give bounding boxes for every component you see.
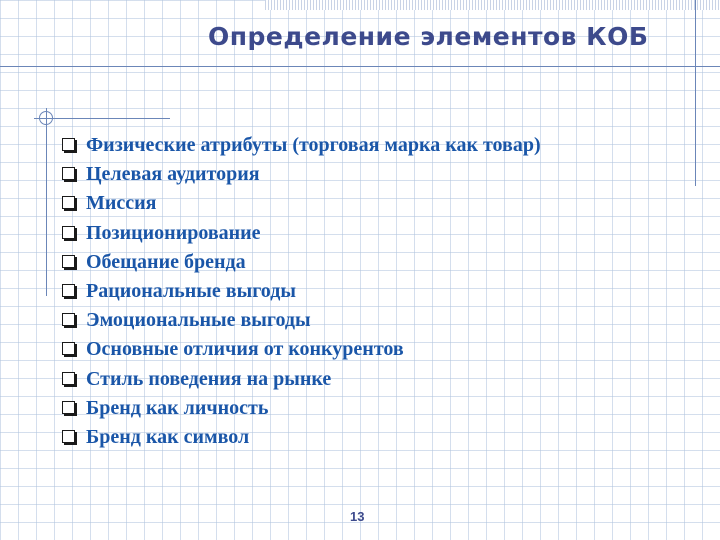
slide-title: Определение элементов КОБ	[208, 22, 649, 51]
list-item	[62, 131, 541, 160]
page-number: 13	[350, 509, 365, 524]
list-item	[62, 423, 541, 452]
list-item-text: Основные отличия от конкурентов	[86, 338, 404, 361]
bullet-list	[62, 131, 541, 452]
list-item	[62, 189, 541, 218]
list-item-text: Позиционирование	[86, 221, 261, 244]
header-decoration-band	[265, 0, 720, 10]
square-checkbox-icon	[62, 430, 75, 443]
list-item-text: Бренд как личность	[86, 396, 269, 419]
square-checkbox-icon	[62, 255, 75, 268]
list-item	[62, 160, 541, 189]
left-vertical-line	[46, 108, 47, 296]
square-checkbox-icon	[62, 138, 75, 151]
square-checkbox-icon	[62, 342, 75, 355]
list-item	[62, 335, 541, 364]
list-item	[62, 248, 541, 277]
crosshair-horizontal-line	[34, 118, 170, 119]
list-item	[62, 219, 541, 248]
list-item-text: Физические атрибуты (торговая марка как товар)	[86, 134, 541, 157]
list-item	[62, 394, 541, 423]
list-item-text: Стиль поведения на рынке	[86, 367, 332, 390]
list-item-text: Бренд как символ	[86, 425, 250, 448]
list-item-text: Рациональные выгоды	[86, 280, 296, 303]
title-underline	[0, 66, 720, 67]
list-item	[62, 365, 541, 394]
square-checkbox-icon	[62, 401, 75, 414]
list-item-text: Целевая аудитория	[86, 163, 260, 186]
list-item	[62, 277, 541, 306]
square-checkbox-icon	[62, 196, 75, 209]
square-checkbox-icon	[62, 372, 75, 385]
square-checkbox-icon	[62, 284, 75, 297]
square-checkbox-icon	[62, 167, 75, 180]
list-item-text: Миссия	[86, 192, 157, 215]
square-checkbox-icon	[62, 313, 75, 326]
list-item-text: Эмоциональные выгоды	[86, 309, 311, 332]
list-item-text: Обещание бренда	[86, 250, 246, 273]
list-item	[62, 306, 541, 335]
square-checkbox-icon	[62, 226, 75, 239]
